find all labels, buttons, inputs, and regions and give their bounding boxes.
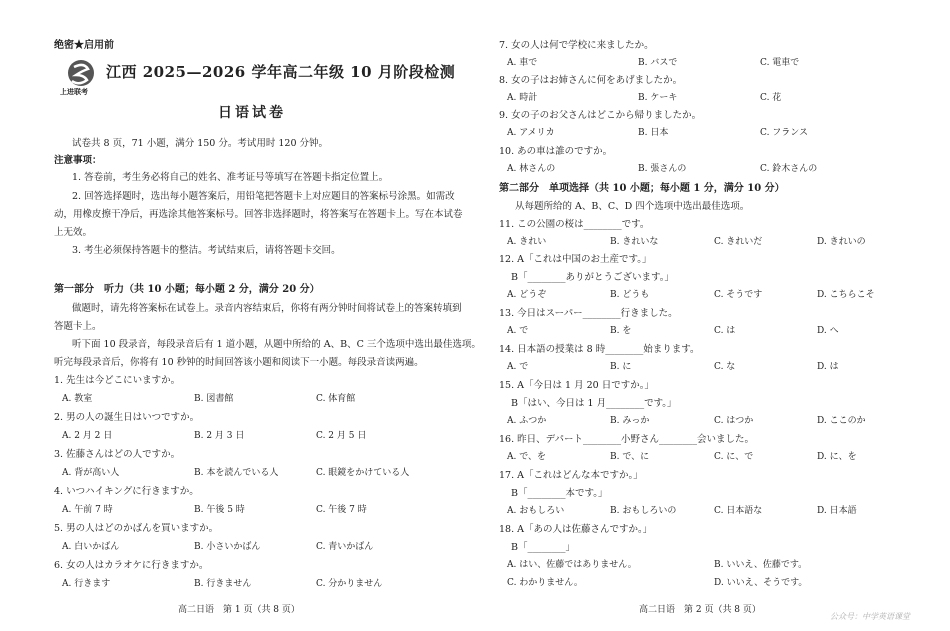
option-a: A. 白いかばん [62,542,120,552]
option-a: A. きれい [507,237,547,247]
option-a: A. アメリカ [507,128,555,138]
option-c: C. 花 [760,93,782,103]
part2-title: 第二部分 单项选择（共 10 小题；每小题 1 分，满分 10 分） [499,183,785,194]
option-c: C. フランス [760,128,809,138]
page-footer: 高二日语 第 2 页（共 8 页） [639,605,761,615]
option-c: C. 2 月 5 日 [316,431,367,441]
option-b: B. 2 月 3 日 [194,431,245,441]
option-a: A. 時計 [507,93,538,103]
option-c: C. きれいだ [714,237,763,247]
logo-text: 上进联考 [60,88,88,96]
note-line: 动，用橡皮擦干净后，再选涂其他答案标号。回答非选择题时，将答案写在答题卡上。写在本试卷 [54,209,463,220]
option-b: B. いいえ、佐藤です。 [714,560,808,570]
part1-instruction: 听下面 10 段录音，每段录音后有 1 道小题，从题中所给的 A、B、C 三个选项中选出最佳选项。 [72,339,481,350]
question-text: B「________ありがとうございます。」 [511,272,674,283]
exam-title: 江西 2025—2026 学年高二年级 10 月阶段检测 [106,63,456,81]
option-a: A. 背が高い人 [62,468,120,478]
option-b: B. を [610,326,632,336]
option-c: C. 鈴木さんの [760,164,818,174]
option-b: B. きれいな [610,237,659,247]
question-text: 9. 女の子のお父さんはどこから帰りましたか。 [499,110,702,121]
option-b: B. に [610,362,632,372]
question-text: 2. 男の人の誕生日はいつですか。 [54,412,200,423]
option-c: C. わかりません。 [507,578,583,588]
option-d: D. は [817,362,839,372]
note-line: 1. 答卷前，考生务必将自己的姓名、准考证号等填写在答题卡指定位置上。 [72,172,389,183]
question-text: 14. 日本語の授業は 8 時________始まります。 [499,344,700,355]
option-b: B. 午後 5 時 [194,505,245,515]
option-d: D. ここのか [817,416,866,426]
question-text: 13. 今日はスーパー________行きました。 [499,308,678,319]
question-text: 16. 昨日、デパート________小野さん________会いました。 [499,434,755,445]
option-c: C. に、で [714,452,754,462]
part1-instruction: 听完每段录音后，你将有 10 秒钟的时间回答该小题和阅读下一小题。每段录音读两遍。 [54,357,424,368]
option-b: B. で、に [610,452,650,462]
option-c: C. な [714,362,736,372]
option-b: B. みっか [610,416,650,426]
question-text: 1. 先生は今どこにいますか。 [54,375,181,386]
question-text: 5. 男の人はどのかばんを買いますか。 [54,523,219,534]
notes-title: 注意事项： [54,155,102,166]
note-line: 上无效。 [54,227,93,238]
part1-instruction: 答题卡上。 [54,321,102,332]
option-b: B. どうも [610,290,650,300]
option-c: C. 分かりません [316,579,383,589]
question-text: 4. いつハイキングに行きますか。 [54,486,199,497]
question-text: 8. 女の子はお姉さんに何をあげましたか。 [499,75,683,86]
part1-title: 第一部分 听力（共 10 小题；每小题 2 分，满分 20 分） [54,284,320,295]
logo [62,58,100,98]
part2-instruction: 从每题所给的 A、B、C、D 四个选项中选出最佳选项。 [515,201,750,212]
option-b: B. 図書館 [194,394,234,404]
note-line: 2. 回答选择题时，选出每小题答案后，用铅笔把答题卡上对应题目的答案标号涂黑。如需改 [72,191,455,202]
option-a: A. 2 月 2 日 [62,431,113,441]
option-a: A. で、を [507,452,547,462]
question-text: 10. あの車は誰のですか。 [499,146,613,157]
option-a: A. 行きます [62,579,111,589]
question-text: 11. この公園の桜は________です。 [499,219,650,230]
option-c: C. 青いかばん [316,542,374,552]
option-a: A. どうぞ [507,290,547,300]
option-a: A. 教室 [62,394,93,404]
option-b: B. バスで [638,58,678,68]
option-c: C. は [714,326,736,336]
option-c: C. 体育館 [316,394,356,404]
option-a: A. 林さんの [507,164,556,174]
option-d: D. いいえ、そうです。 [714,578,808,588]
option-b: B. 本を読んでいる人 [194,468,279,478]
question-text: B「________」 [511,542,575,553]
confidential-label: 绝密★启用前 [54,40,114,51]
option-b: B. 小さいかばん [194,542,261,552]
option-d: D. に、を [817,452,857,462]
question-text: 7. 女の人は何で学校に来ましたか。 [499,40,654,51]
note-line: 3. 考生必须保持答题卡的整洁。考试结束后，请将答题卡交回。 [72,245,341,256]
option-a: A. はい、佐藤ではありません。 [507,560,637,570]
option-d: D. きれいの [817,237,866,247]
option-a: A. で [507,326,529,336]
option-c: C. 午後 7 時 [316,505,367,515]
option-a: A. で [507,362,529,372]
option-a: A. おもしろい [507,506,565,516]
option-b: B. ケーキ [638,93,678,103]
option-c: C. 日本語な [714,506,763,516]
question-text: 12. A「これは中国のお土産です。」 [499,254,652,265]
option-b: B. 行きません [194,579,252,589]
option-a: A. 車で [507,58,538,68]
page-footer: 高二日语 第 1 页（共 8 页） [178,605,300,615]
option-a: A. 午前 7 時 [62,505,113,515]
question-text: 6. 女の人はカラオケに行きますか。 [54,560,209,571]
part1-instruction: 做题时，请先将答案标在试卷上。录音内容结束后，你将有两分钟时间将试卷上的答案转填到 [72,303,462,314]
option-c: C. そうです [714,290,763,300]
option-d: D. こちらこそ [817,290,875,300]
option-d: D. へ [817,326,839,336]
question-text: B「________本です。」 [511,488,608,499]
watermark: 公众号：中学英语课堂 [830,612,910,621]
subject-title: 日语试卷 [218,105,286,121]
exam-info: 试卷共 8 页，71 小题，满分 150 分。考试用时 120 分钟。 [72,138,329,149]
question-text: 3. 佐藤さんはどの人ですか。 [54,449,181,460]
option-c: C. 電車で [760,58,800,68]
option-c: C. はつか [714,416,754,426]
option-b: B. 張さんの [638,164,687,174]
option-a: A. ふつか [507,416,547,426]
option-b: B. 日本 [638,128,669,138]
option-d: D. 日本語 [817,506,857,516]
question-text: B「はい、今日は 1 月________です。」 [511,398,677,409]
question-text: 18. A「あの人は佐藤さんですか。」 [499,524,653,535]
question-text: 17. A「これはどんな本ですか。」 [499,470,643,481]
page-2 [475,0,950,631]
question-text: 15. A「今日は 1 月 20 日ですか。」 [499,380,654,391]
option-b: B. おもしろいの [610,506,677,516]
option-c: C. 眼鏡をかけている人 [316,468,410,478]
